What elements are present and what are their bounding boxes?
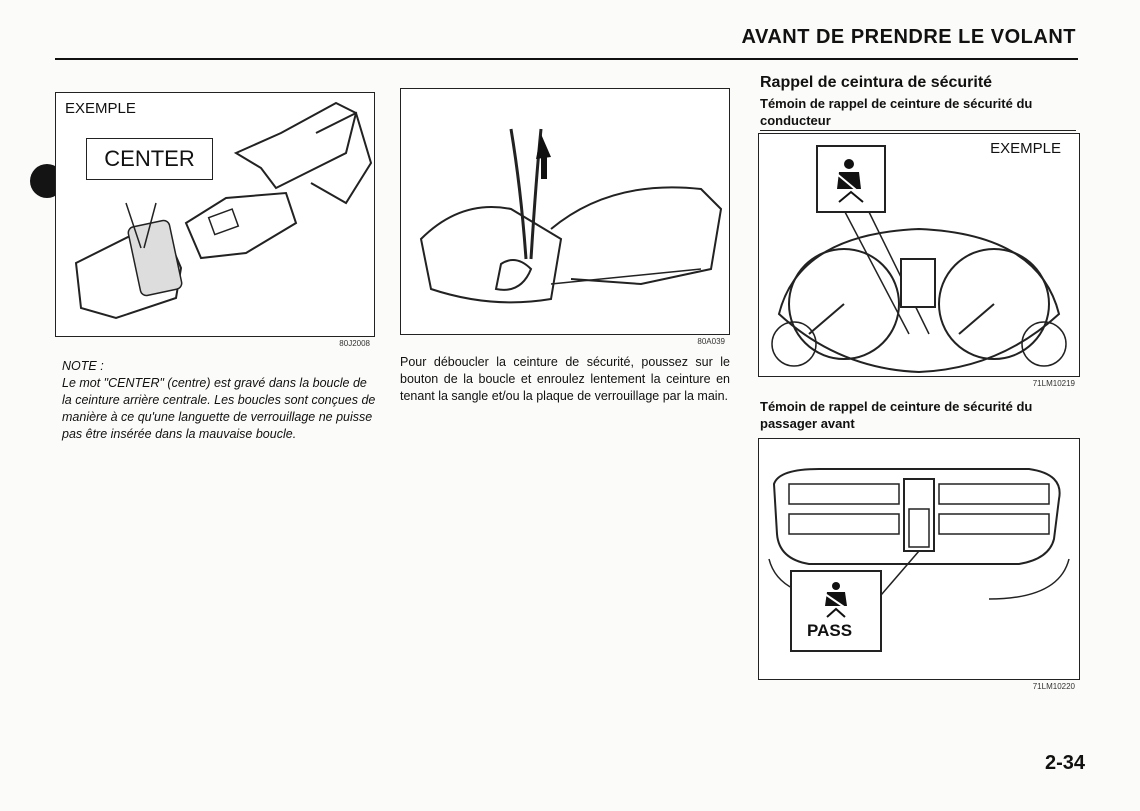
reminder-title: Rappel de ceintura de sécurité [760, 74, 993, 91]
subtitle-rule [760, 130, 1076, 131]
passenger-reminder-subtitle: Témoin de rappel de ceinture de sécurité du passager avant [760, 399, 1033, 431]
note-text: Le mot "CENTER" (centre) est gravé dans la boucle de la ceinture arrière centrale. Les boucles sont conçues de manière à ce qu'une languette de verrouillage ne puisse pas être insérée dans la mauvaise boucle. [62, 376, 376, 441]
page-header-title: AVANT DE PRENDRE LE VOLANT [741, 26, 1076, 48]
figure-center-buckle [55, 92, 375, 348]
page-number: 2-34 [1044, 752, 1085, 774]
figure-passenger-reminder [758, 438, 1080, 691]
figure-driver-reminder [758, 133, 1080, 388]
figure-code: 71LM10220 [1032, 682, 1075, 691]
center-callout-box [86, 138, 213, 180]
note-block [62, 358, 380, 443]
center-callout-text: CENTER [104, 146, 195, 171]
figure-code: 71LM10219 [1032, 379, 1075, 388]
unbuckle-illustration [401, 89, 729, 334]
header-rule [55, 58, 1078, 60]
driver-reminder-subtitle: Témoin de rappel de ceinture de sécurité du conducteur [760, 96, 1033, 128]
figure-label: EXEMPLE [65, 100, 136, 117]
unbuckle-paragraph: Pour déboucler la ceinture de sécurité, poussez sur le bouton de la boucle et enroulez lentement la ceinture en tenant la sangle et/ou la plaque de verrouillage par la main. [400, 355, 730, 403]
buckle-illustration [56, 93, 374, 336]
pass-label: PASS [807, 621, 853, 640]
note-heading: NOTE : [62, 359, 104, 373]
figure-label: EXEMPLE [990, 140, 1061, 157]
dashboard-vent-illustration [759, 439, 1079, 679]
figure-code: 80J2008 [339, 339, 370, 348]
instrument-cluster-illustration [759, 134, 1079, 376]
figure-code: 80A039 [697, 337, 725, 346]
figure-unbuckle [400, 88, 730, 346]
